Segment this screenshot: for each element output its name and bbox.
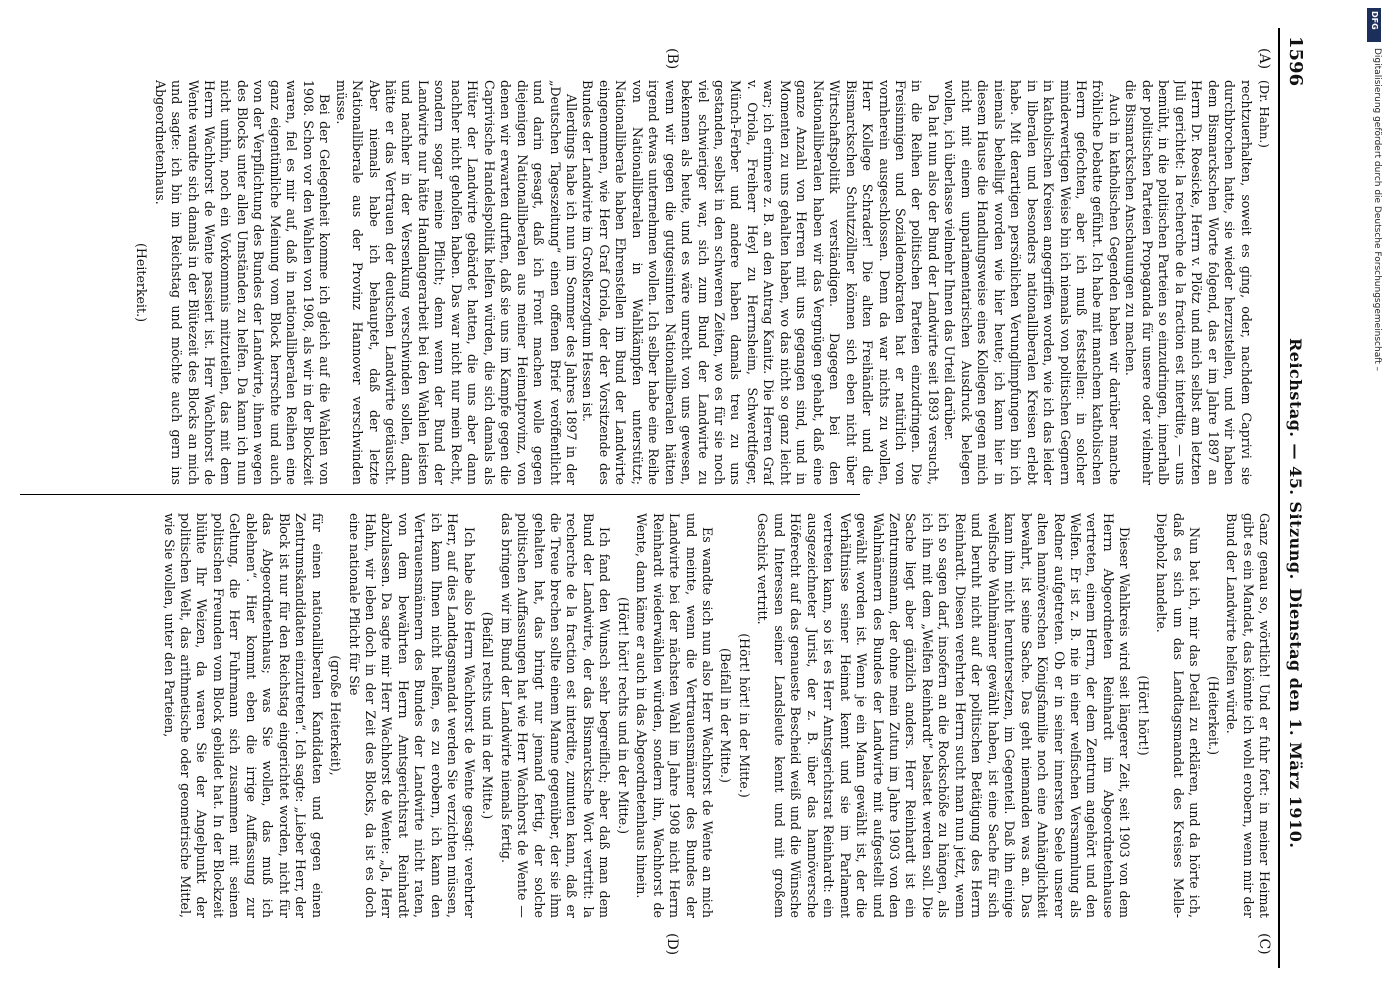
interjection: (Beifall rechts und in der Mitte.)	[480, 611, 496, 820]
left-column	[27, 80, 1272, 485]
paragraph: Auch in katholischen Gegenden haben wir darüber manche fröhliche Debatte geführt. Ich habe mit manchem katholischen Herrn gefochten, aber ich muß feststellen: in solcher minderwertigen Weise bin ich niemals von politischen Gegnern in katholischen Kreisen angegriffen worden, wie ich das leider in liberalen und besonders nationalliberalen Kreisen erlebt habe. Mit derartigen persönlichen Verunglimpfungen bin ich niemals behelligt worden wie hier heute; ich kann hier in diesem Hause die Handlungsweise eines Kollegen gegen mich nicht mit einem unparlamentarischen Ausdruck belegen wollen, ich überlasse vielmehr Ihnen das Urteil darüber.	[942, 80, 1122, 485]
rotated-document-page	[20, 28, 1310, 968]
interjection: (Hört! hört!)	[1135, 675, 1151, 756]
paragraph: rechtzuerhalten, soweit es ging, oder, nachdem Caprivi sie durchbrochen hatte, sie wieder herzustellen, und wir haben dem Bismarckschen Worte folgend, das er im Jahre 1897 an Herrn Dr. Roesicke, Herrn v. Plötz und mich selbst am letzten Juli gerichtet: la recherche de la fraction est interdite, — uns bemüht, in die politischen Parteien so einzudringen, innerhalb der politischen Parteien Propaganda für unsere oder vielmehr die Bismarckschen Anschauungen zu machen.	[1123, 80, 1254, 485]
paragraph: für einen nationalliberalen Kandidaten und gegen einen Zentrumskandidaten einzutreten“. Ich sagte: „Lieber Herr, der Block ist nur für den Reichstag eingerichtet worden, nicht für das Abgeordnetenhaus; was Sie wollen, das muß ich ablehnen“. Hier kommt eben die irrige Auffassung zur Geltung, die Herr Fuhrmann sich zusammen mit seinen politischen Freunden vom Block gebildet hat. In der Blockzeit blühte Ihr Weizen, da waren Sie der Angelpunkt der politischen Welt, das arithmetische oder geometrische Mittel, wie Sie wollen, unter den Parteien,	[161, 513, 325, 918]
digitization-credit-text: Digitalisierung gefördert durch die Deutsche Forschungsgemeinschaft –	[1372, 48, 1382, 372]
paragraph: Nun bat ich, mir das Detail zu erklären, und da hörte ich, daß es sich um das Landtagsmandat des Kreises Melle-Diepholz handelte.	[1154, 513, 1203, 918]
paragraph: Ich habe also Herrn Wachhorst de Wente gesagt: verehrter Herr, auf dies Landtagsmandat werden Sie verzichten müssen, ich kann Ihnen nicht helfen, es zu erobern, ich kann den Vertrauensmännern des Bundes der Landwirte nicht raten, von dem bewährten Herrn Amtsgerichtsrat Reinhardt abzulassen. Da sagte mir Herr Wachhorst de Wente: „Ja, Herr Hahn, wir leben doch in der Zeit des Blocks, da ist es doch eine nationale Pflicht für Sie	[346, 513, 477, 918]
margin-letter-d: (D)	[664, 933, 680, 956]
session-title: Reichstag. — 45. Sitzung.	[1286, 338, 1305, 580]
margin-letter-c: (C)	[1256, 933, 1272, 955]
digitization-credit	[1368, 48, 1382, 808]
margin-letter-a: (A)	[1256, 48, 1272, 70]
interjection: (Heiterkeit.)	[1205, 676, 1221, 755]
right-column	[27, 513, 1272, 918]
paragraph: Dieser Wahlkreis wird seit längerer Zeit, seit 1903 von dem Herrn Abgeordneten Reinhardt im Abgeordnetenhause vertreten, einem Herrn, der dem Zentrum angehört und den Welfen. Er ist z. B. nie in einer welfischen Versammlung als Redner aufgetreten. Ob er in seiner innersten Seele unserer alten hannöverschen Königsfamilie noch eine Anhänglichkeit bewahrt, ist seine Sache. Das geht niemanden was an. Das kann ihm nicht heruntersetzen, im Gegenteil. Daß ihn einige welfische Wahlmänner gewählt haben, ist eine Sache für sich und beruht nicht auf der politischen Betätigung des Herrn Reinhardt. Diesen verehrten Herrn sucht man nun jetzt, wenn ich so sagen darf, insofern an die Rockschöße zu hängen, als ich ihn mit dem „Welfen Reinhardt“ belastet werden soll. Die Sache liegt aber gänzlich anders. Herr Reinhardt ist ein Zentrumsmann, der ohne mein Zutun im Jahre 1903 von den Wahlmännern des Bundes der Landwirte mit aufgestellt und gewählt worden ist. Wenn je ein Mann gewählt ist, der die Verhältnisse seiner Heimat kennt und sie im Parlament vertreten kann, so ist es Herr Amtsgerichtsrat Reinhardt: ein ausgezeichneter Jurist, der z. B. über das hannöversche Höferecht auf das genaueste Bescheid weiß und die Wünsche und Interessen seiner Landsleute kennt und mit großem Geschick vertritt.	[755, 513, 1133, 918]
dfg-logo	[1367, 8, 1381, 42]
interjection: (Hört! hört! rechts und in der Mitte.)	[615, 596, 631, 834]
paragraph: Da hat nun also der Bund der Landwirte seit 1893 versucht, in die Reihen der politischen Parteien einzudringen. Die Freisinnigen und Sozialdemokraten hat er natürlich von vornherein ausgeschlossen. Denn da war nichts zu wollen, Herr Kollege Schrader! Die alten Freihändler und die Bismarckschen Schutzzöllner können sich eben nicht über Wirtschaftspolitik verständigen. Dagegen bei den Nationalliberalen haben wir das Vergnügen gehabt, daß eine ganze Anzahl von Herren mit uns gegangen sind, und in Momenten zu uns gehalten haben, wo das nicht so ganz leicht war; ich erinnere z. B. an den Antrag Kanitz. Die Herren Graf v. Oriola, Freiherr Heyl zu Herrnsheim, Schwerdtfeger, Münch-Ferber und andere haben damals treu zu uns gestanden, selbst in den schweren Zeiten, wo es für sie noch viel schwieriger war, sich zum Bund der Landwirte zu bekennen als heute, und es wäre unrecht von uns gewesen, wenn wir gegen die gutgesinnten Nationalliberalen hätten irgend etwas unternehmen wollen. Ich selber habe eine Reihe von Nationalliberalen in Wahlkämpfen unterstützt; Nationalliberale haben Ehrenstellen im Bund der Landwirte eingenommen, wie Herr Graf Oriola, der der Vorsitzende des Bundes der Landwirte im Großherzogtum Hessen ist.	[580, 80, 941, 485]
interjection: (Hört! hört! in der Mitte.)	[736, 633, 752, 798]
running-header	[1278, 28, 1310, 968]
interjection: (Beifall in der Mitte.)	[718, 648, 734, 783]
interjection: (Heiterkeit.)	[134, 243, 150, 322]
paragraph: Allerdings habe ich nun im Sommer des Jahres 1897 in der „Deutschen Tageszeitung“ einen offenen Brief veröffentlicht und darin gesagt, daß ich Front machen wolle gegen diejenigen Nationalliberalen aus meiner Heimatprovinz, von denen wir erwarten durften, daß sie uns im Kampfe gegen die Caprivische Handelspolitik helfen würden, die sich damals als Hüter der Landwirte gebärdet hatten, die uns aber dann nachher nicht geholfen haben. Das war nicht nur mein Recht, sondern sogar meine Pflicht; denn wenn der Bund der Landwirte nur hätte Handlangerarbeit bei den Wahlen leisten und nachher in der Versenkung verschwinden sollen, dann hätte er das Vertrauen der deutschen Landwirte getäuscht. Aber niemals habe ich behauptet, daß der letzte Nationalliberale aus der Provinz Hannover verschwinden müsse.	[333, 80, 579, 485]
paragraph: Bei der Gelegenheit komme ich gleich auf die Wahlen von 1908. Schon vor den Wahlen von 1908, als wir in der Blockzeit waren, fiel es mir auf, daß in nationalliberalen Reihen eine ganz eigentümliche Meinung vom Block herrschte und auch von der Verpflichtung des Bundes der Landwirte, ihnen wegen des Blocks unter allen Umständen zu helfen. Da kann ich nun nicht umhin, noch ein Vorkommnis mitzuteilen, das mit dem Herrn Wachhorst de Wente passiert ist. Herr Wachhorst de Wente wandte sich damals in der Blütezeit des Blocks an mich und sagte: ich bin im Reichstag und möchte auch gern ins Abgeordnetenhaus.	[152, 80, 333, 485]
dfg-logo-text: DFG	[1370, 11, 1379, 30]
interjection: (große Heiterkeit),	[328, 655, 344, 776]
margin-letter-b: (B)	[664, 48, 680, 70]
column-divider	[20, 494, 860, 495]
speaker-label: (Dr. Hahn.)	[1257, 80, 1271, 148]
paragraph: Ganz genau so, wörtlich! Und er fuhr fort: in meiner Heimat gibt es ein Mandat, das könnte ich wohl erobern, wenn mir der Bund der Landwirte helfen würde.	[1224, 513, 1272, 918]
paragraph: Es wandte sich nun also Herr Wachhorst de Wente an mich und meinte, wenn die Vertrauensmänner des Bundes der Landwirte bei der nächsten Wahl im Jahre 1908 nicht Herrn Reinhardt wiederwählen würden, sondern ihn, Wachhorst de Wente, dann käme er auch in das Abgeordnetenhaus hinein.	[634, 513, 716, 918]
page-number: 1596	[1285, 36, 1306, 87]
session-date: Dienstag den 1. März 1910.	[1286, 588, 1305, 849]
paragraph: Ich fand den Wunsch sehr begreiflich; aber daß man dem Bund der Landwirte, der das Bismarcksche Wort vertritt: la recherche de la fraction est interdite, zumuten kann, daß er die Treue brechen sollte einem Manne gegenüber, der sie ihm gehalten hat, das bringt nur jemand fertig, der solche politischen Auffassungen hat wie Herr Wachhorst de Wente — das bringen wir im Bund der Landwirte niemals fertig.	[498, 513, 613, 918]
